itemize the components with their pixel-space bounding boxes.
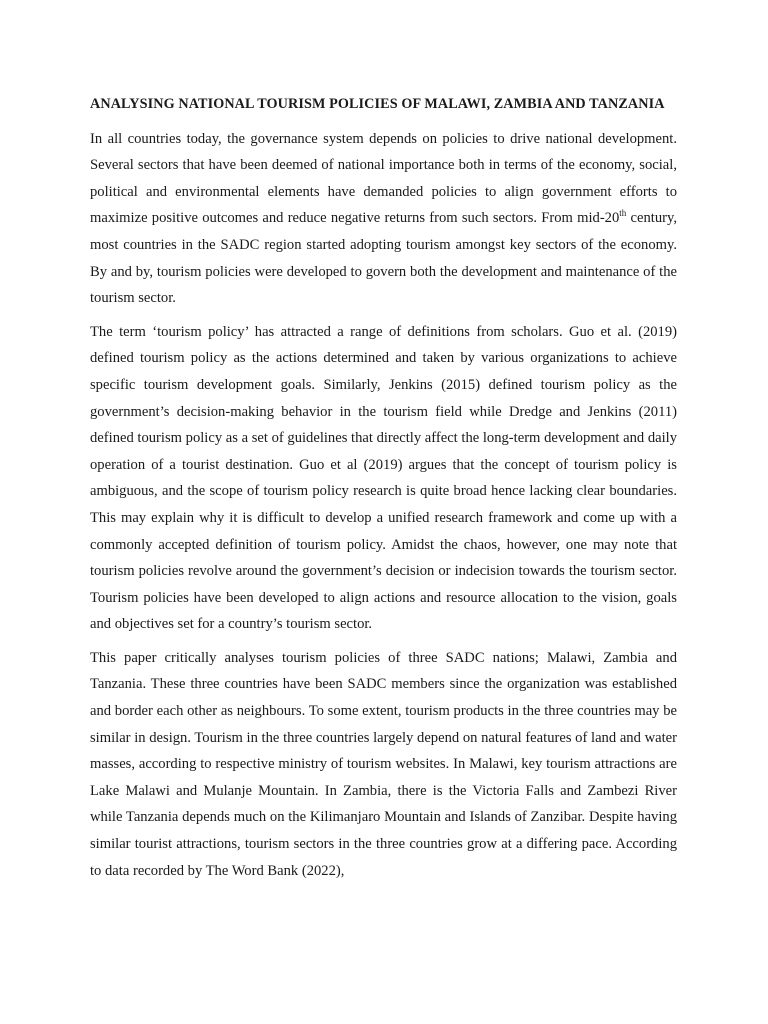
paragraph-1: [90, 126, 677, 312]
ordinal-superscript: th: [619, 208, 627, 219]
document-page: [90, 91, 677, 891]
paragraph-1-text: In all countries today, the governance system depends on policies to drive national development. Several sectors that have been deemed of national importance both in terms of the economy, social, political and environmental elements have demanded policies to align government efforts to maximize positive outcomes and reduce negative returns from such sectors. From mid-20: [90, 130, 677, 227]
document-title: ANALYSING NATIONAL TOURISM POLICIES OF MALAWI, ZAMBIA AND TANZANIA: [90, 96, 665, 112]
paragraph-2: The term ‘tourism policy’ has attracted a range of definitions from scholars. Guo et al. (2019) defined tourism policy as the actions determined and taken by various organizations to achieve specific tourism development goals. Similarly, Jenkins (2015) defined tourism policy as the government’s decision-making behavior in the tourism field while Dredge and Jenkins (2011) defined tourism policy as a set of guidelines that directly affect the long-term development and daily operation of a tourist destination. Guo et al (2019) argues that the concept of tourism policy is ambiguous, and the scope of tourism policy research is quite broad hence lacking clear boundaries. This may explain why it is difficult to develop a unified research framework and come up with a commonly accepted definition of tourism policy. Amidst the chaos, however, one may note that tourism policies revolve around the government’s decision or indecision towards the tourism sector. Tourism policies have been developed to align actions and resource allocation to the vision, goals and objectives set for a country’s tourism sector.: [90, 323, 677, 633]
paragraph-1-text-continued: century, most countries in the SADC region started adopting tourism amongst key sectors of the economy. By and by, tourism policies were developed to govern both the development and maintenance of the tourism sector.: [90, 210, 677, 307]
paragraph-3: This paper critically analyses tourism policies of three SADC nations; Malawi, Zambia and Tanzania. These three countries have been SADC members since the organization was established and border each other as neighbours. To some extent, tourism products in the three countries may be similar in design. Tourism in the three countries largely depend on natural features of land and water masses, according to respective ministry of tourism websites. In Malawi, key tourism attractions are Lake Malawi and Mulanje Mountain. In Zambia, there is the Victoria Falls and Zambezi River while Tanzania depends much on the Kilimanjaro Mountain and Islands of Zanzibar. Despite having similar tourist attractions, tourism sectors in the three countries grow at a differing pace. According to data recorded by The Word Bank (2022),: [90, 649, 677, 879]
